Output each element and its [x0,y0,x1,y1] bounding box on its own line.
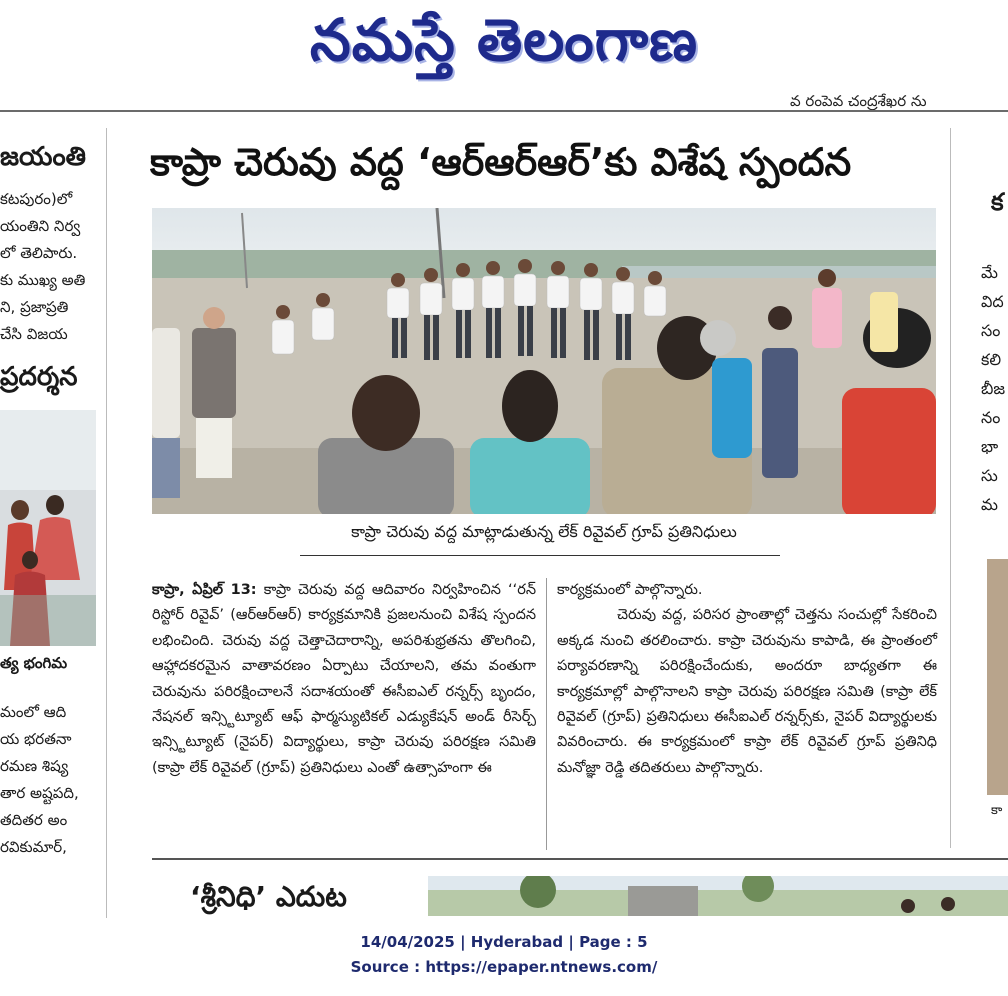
right-heading: క [991,188,1004,216]
article-headline: కాప్రా చెరువు వద్ద ‘ఆర్ఆర్ఆర్’కు విశేష స్పందన [150,140,852,184]
article-text-col1: కాప్రా చెరువు వద్ద ఆదివారం నిర్వహించిన ‘‘రన్ రిస్టోర్ రివైవ్’ (ఆర్ఆర్ఆర్) కార్యక్రమానికి ప్రజలనుంచి విశేష స్పందన లభించింది. చెరువు వద్ద చెత్తాచెదారాన్ని, అపరిశుభ్రతను తొలగించి, ఆహ్లాదకరమైన వాతావరణం ఏర్పాటు చేయాలని, తమ వంతుగా చెరువును పరిరక్షించాలనే సదాశయంతో ఈసీఐఎల్ రన్నర్స్ బృందం, నేషనల్ ఇన్స్టిట్యూట్ ఆఫ్ ఫార్మస్యుటికల్ ఎడ్యుకేషన్ అండ్ రీసెర్చ్ ఇన్స్టిట్యూట్ (నైపర్) విద్యార్థులు, కాప్రా చెరువు పరిరక్షణ సమితి (కాప్రా లేక్ రివైవల్ (గ్రూప్) ప్రతినిధులు ఎంతో ఉత్సాహంగా ఈ [152,582,537,776]
right-caption: కా [991,803,1003,818]
left-photo-caption: త్య భంగిమ [0,654,68,672]
column-divider [546,578,547,850]
left-heading-1: జయంతి [0,142,86,172]
left-line: లో తెలిపారు. [0,244,78,262]
right-line: నం [981,408,1001,427]
next-story-photo [428,876,1008,916]
left-line: కటపురం)లో [0,190,73,208]
bottom-rule [152,858,1008,860]
left-line: తార అష్టపది, [0,784,79,802]
dateline: కాప్రా, ఏప్రిల్ 13: [152,582,257,598]
top-strip-text: వ రంపెవ చంద్రశేఖర ను [790,92,927,110]
masthead [0,0,1008,98]
left-line: మంలో ఆది [0,703,67,721]
article-column-2 [557,578,937,781]
article-text-col2b: చెరువు వద్ద, పరిసర ప్రాంతాల్లో చెత్తను సంచుల్లో సేకరించి అక్కడ నుంచి తరలించారు. కాప్రా చెరువును కాపాడి, ఈ ప్రాంతంలో పర్యావరణాన్ని పరిరక్షించేందుకు, అందరూ బాధ్యతగా ఈ కార్యక్రమాల్లో పాల్గొనాలని కాప్రా చెరువు పరిరక్షణ సమితి (కాప్రా లేక్ రివైవల్ (గ్రూప్) ప్రతినిధులు ఈసీఐఎల్ రన్నర్స్‌కు, నైపర్ విద్యార్థులకు వివరించారు. ఈ కార్యక్రమంలో కాప్రా లేక్ రివైవల్ గ్రూప్ ప్రతినిధి మనోజ్ఞా రెడ్డి తదితరులు పాల్గొన్నారు. [557,607,937,776]
right-photo [987,559,1008,795]
left-line: చేసి విజయ [0,325,68,343]
right-column [950,128,1008,848]
right-line: మ [981,495,998,514]
right-line: సం [981,321,1001,340]
photo-caption: కాప్రా చెరువు వద్ద మాట్లాడుతున్న లేక్ రివైవల్ గ్రూప్ ప్రతినిధులు [351,522,737,541]
left-column [0,128,107,918]
left-line: యంతిని నిర్వ [0,217,81,235]
left-line: తదితర అం [0,811,68,829]
left-line: కు ముఖ్య అతి [0,271,86,289]
caption-rule [300,555,780,556]
article-text-col2a: కార్యక్రమంలో పాల్గొన్నారు. [557,582,703,598]
newspaper-logo: నమస్తే తెలంగాణ [310,6,698,74]
left-line: రమణ శిష్య [0,757,69,775]
page-footer [0,930,1008,980]
left-line: రవికుమార్, [0,838,67,856]
right-line: మే [981,263,998,282]
article-photo [152,208,936,514]
left-text-1 [0,186,106,348]
left-line: ని, ప్రజాప్రతి [0,298,69,316]
right-line: బీజ [981,379,1006,398]
left-line: య భరతనా [0,730,72,748]
dancers-photo [0,410,96,646]
right-line: సు [981,466,998,485]
next-story-headline: ‘శ్రీనిధి’ ఎదుట [190,880,347,913]
top-rule [0,110,1008,112]
right-line: విద [981,292,1004,311]
article-column-1 [152,578,536,781]
right-line: భా [981,437,999,456]
left-heading-2: ప్రదర్శన [0,362,78,392]
footer-source: Source : https://epaper.ntnews.com/ [350,958,658,976]
left-text-2 [0,699,106,861]
footer-date-page: 14/04/2025 | Hyderabad | Page : 5 [360,933,648,951]
right-line: కలి [981,350,1002,369]
right-text [981,258,1008,519]
